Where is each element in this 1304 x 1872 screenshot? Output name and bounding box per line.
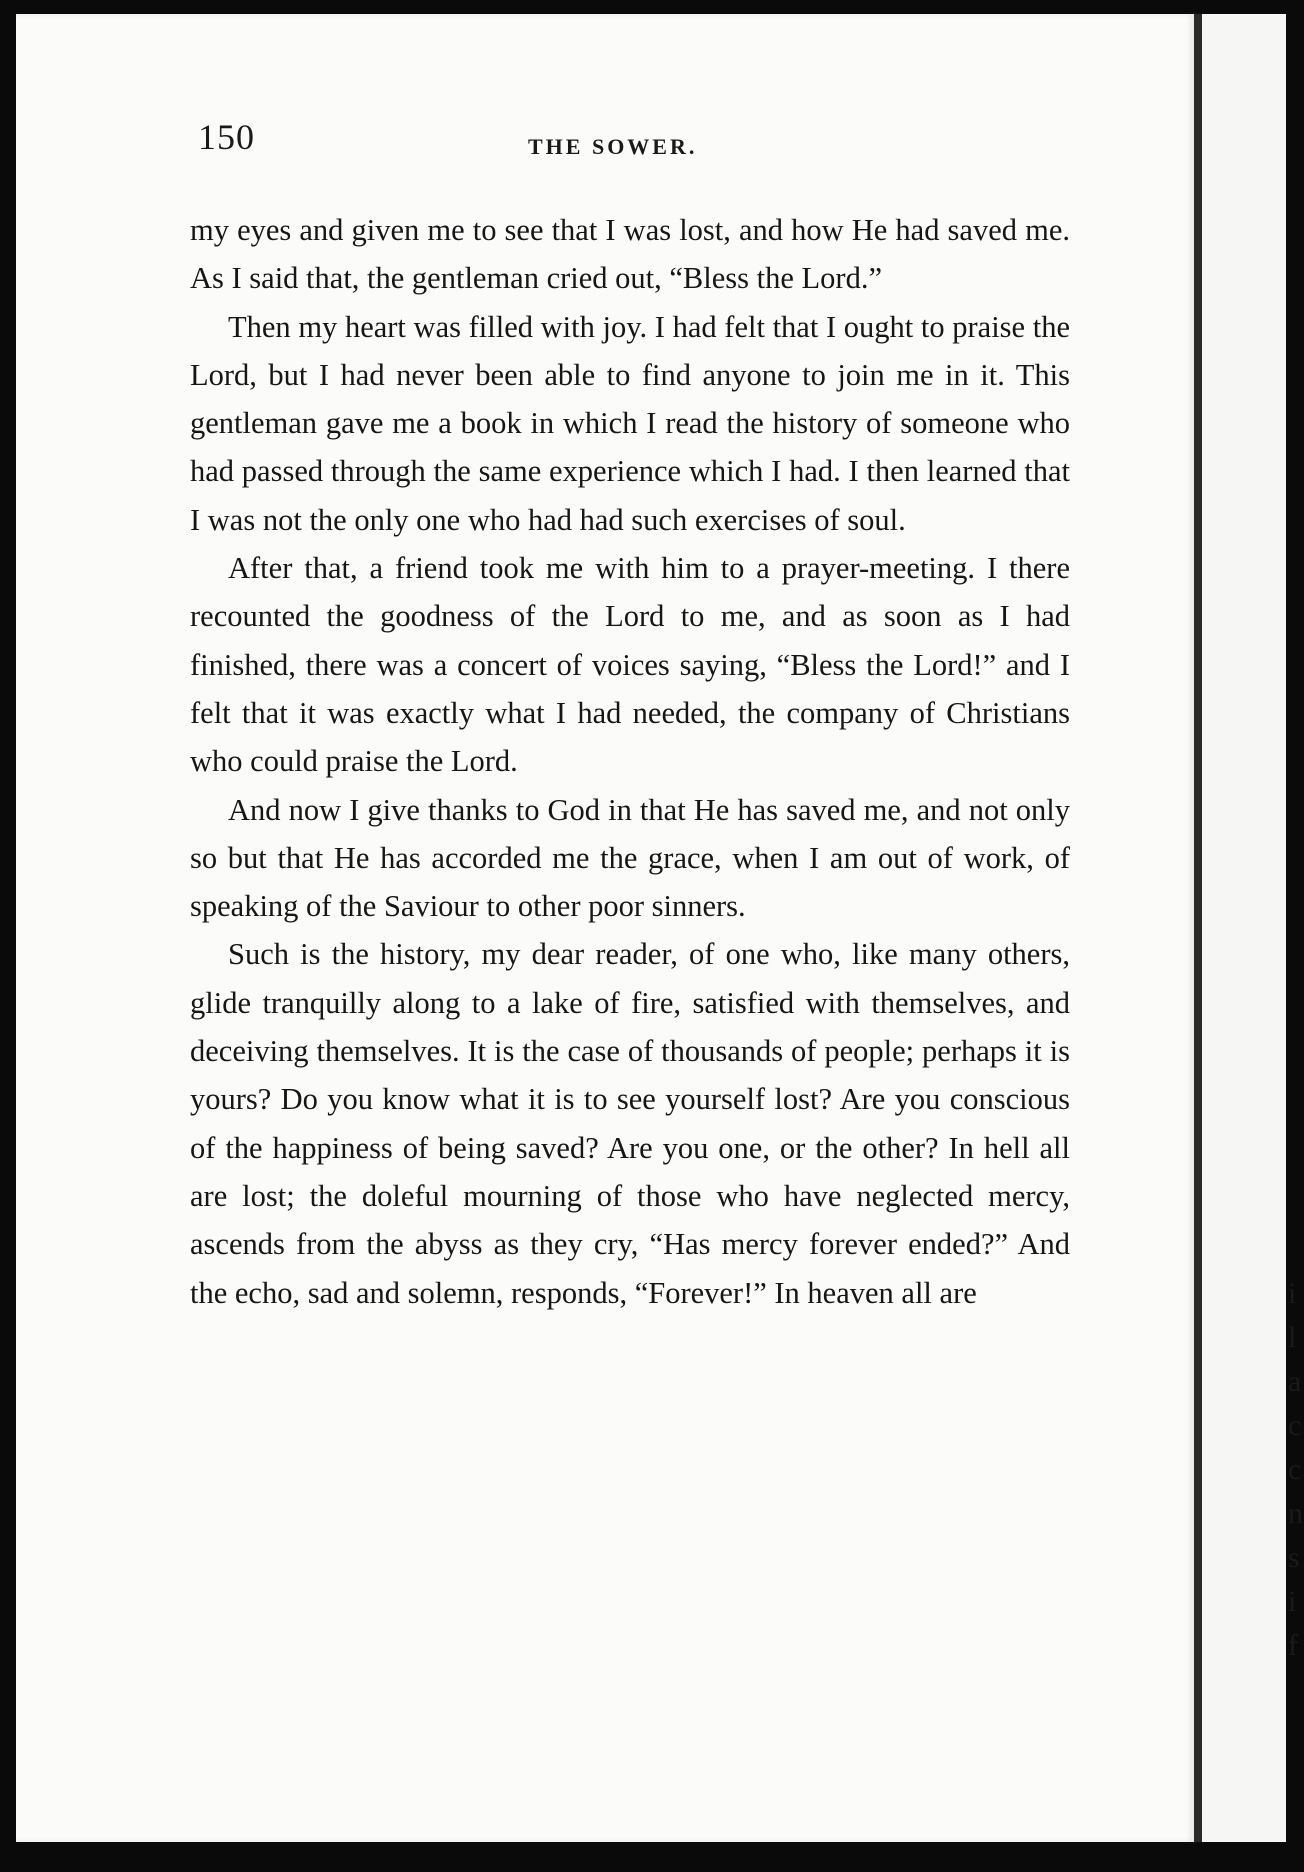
running-head: THE SOWER. — [528, 134, 698, 159]
fragment-letter: s — [1288, 1541, 1300, 1574]
page-number: 150 — [198, 117, 255, 157]
facing-page-text-fragment — [1288, 1272, 1304, 1668]
fragment-letter: i — [1288, 1585, 1297, 1618]
fragment-letter: c — [1288, 1409, 1302, 1442]
paragraph: And now I give thanks to God in that He has saved me, and not only so but that He has accorded me the grace, when I am out of work, of speaking of the Saviour to other poor sinners. — [190, 792, 1070, 924]
fragment-letter: c — [1288, 1453, 1302, 1486]
paragraph: After that, a friend took me with him to a prayer-meeting. I there recounted the goodness of the Lord to me, and as soon as I had finished, there was a concert of voices saying, “Bless the Lord!” and I felt that it was exactly what I had needed, the company of Christians who could praise the Lord. — [190, 551, 1070, 779]
paragraph: Such is the history, my dear reader, of one who, like many others, glide tranquilly along to a lake of fire, satisfied with themselves, and deceiving themselves. It is the case of thousands of people; perhaps it is yours? Do you know what it is to see yourself lost? Are you conscious of the happiness of being saved? Are you one, or the other? In hell all are lost; the doleful mourning of those who have neglected mercy, ascends from the abyss as they cry, “Has mercy forever ended?” And the echo, sad and solemn, responds, “Forever!” In heaven all are — [190, 937, 1070, 1310]
paragraph: Then my heart was filled with joy. I had felt that I ought to praise the Lord, but I had never been able to find anyone to join me in it. This gentleman gave me a book in which I read the history of someone who had passed through the same experience which I had. I then learned that I was not the only one who had had such exercises of soul. — [190, 309, 1070, 537]
scan-border-bottom — [0, 1842, 1304, 1872]
fragment-letter: a — [1288, 1365, 1302, 1398]
page-header — [198, 116, 1078, 166]
fragment-letter: i — [1288, 1277, 1297, 1310]
facing-page-edge — [1202, 14, 1286, 1842]
fragment-letter: f — [1288, 1629, 1298, 1662]
fragment-letter: l — [1288, 1321, 1297, 1354]
paragraph: my eyes and given me to see that I was lost, and how He had saved me. As I said that, the gentleman cried out, “Bless the Lord.” — [190, 213, 1070, 296]
fragment-letter: n — [1288, 1497, 1303, 1530]
page-gutter — [1194, 14, 1202, 1842]
body-text — [190, 206, 1070, 1317]
